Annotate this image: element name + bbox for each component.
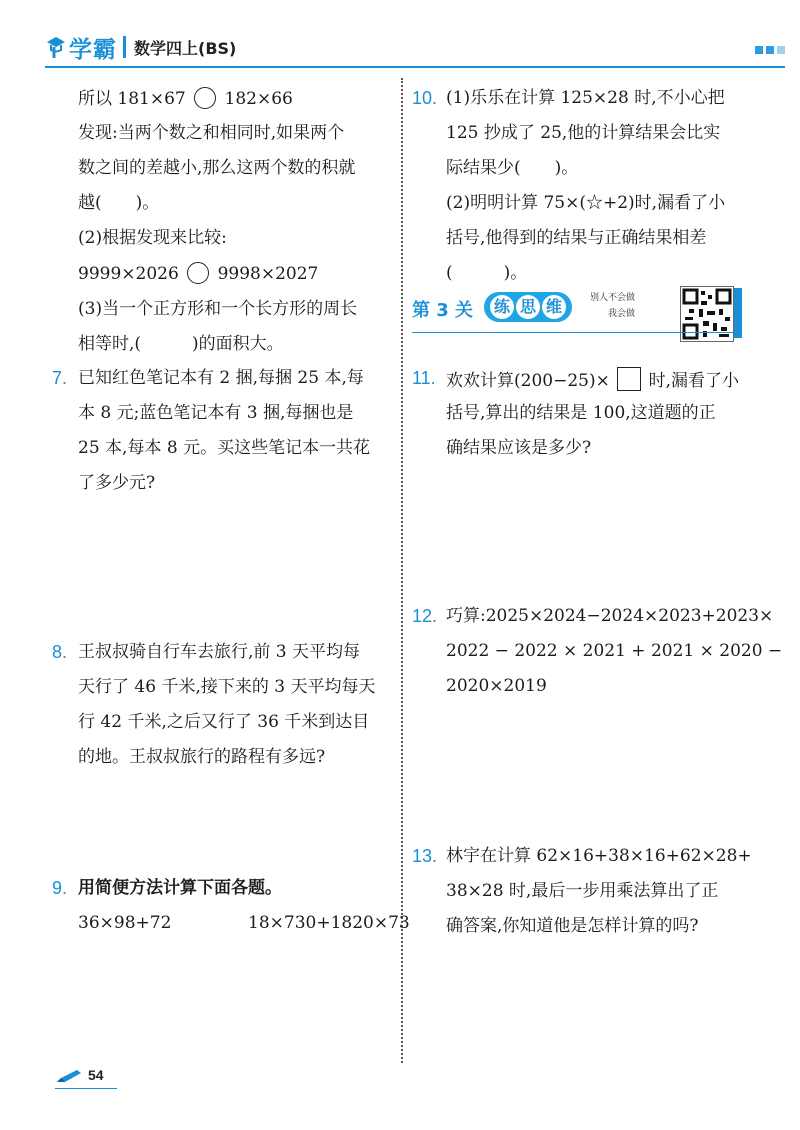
question-12-text: 巧算:2025×2024−2024×2023+2023× <box>446 606 774 626</box>
qr-side-strip <box>734 288 742 338</box>
logo-text: 学霸 <box>69 36 117 63</box>
question-7-text: 25 本,每本 8 元。买这些笔记本一共花 <box>78 438 371 458</box>
question-number-10: 10. <box>412 88 438 108</box>
answer-box[interactable] <box>617 367 641 391</box>
text-line: (3)当一个正方形和一个长方形的周长 <box>78 299 358 319</box>
badge-char: 思 <box>516 295 540 319</box>
question-10-text: 125 抄成了 25,他的计算结果会比实 <box>446 123 721 143</box>
expression-1: 36×98+72 <box>78 913 172 933</box>
question-number-8: 8. <box>52 642 68 662</box>
question-13-text: 38×28 时,最后一步用乘法算出了正 <box>446 881 719 901</box>
expression-right: 9998×2027 <box>217 264 319 284</box>
slogan-2: 我会做 <box>608 309 636 319</box>
question-13-text: 确答案,你知道他是怎样计算的吗? <box>446 916 699 936</box>
question-10-text: (2)明明计算 75×(☆+2)时,漏看了小 <box>446 193 726 213</box>
question-7-text: 已知红色笔记本有 2 捆,每捆 25 本,每 <box>78 368 364 388</box>
page-number: 54 <box>88 1067 104 1083</box>
logo-separator <box>123 36 126 58</box>
answer-blank-line[interactable]: ( )。 <box>446 263 528 283</box>
question-8-text: 天行了 46 千米,接下来的 3 天平均每天 <box>78 677 376 697</box>
question-11-line-1 <box>446 367 739 392</box>
answer-blank-line[interactable]: 际结果少( )。 <box>446 158 579 178</box>
banner-rule <box>412 332 742 333</box>
question-number-13: 13. <box>412 846 438 866</box>
graduation-cap-icon <box>45 34 67 60</box>
question-8-text: 行 42 千米,之后又行了 36 千米到达目 <box>78 712 370 732</box>
comparison-line-1 <box>78 87 293 110</box>
expression-left: 9999×2026 <box>78 264 179 284</box>
question-11-text: 确结果应该是多少? <box>446 438 592 458</box>
slogan-1: 别人不会做 <box>590 293 636 303</box>
question-13-text: 林宇在计算 62×16+38×16+62×28+ <box>446 846 752 866</box>
qr-code-icon[interactable] <box>680 286 734 342</box>
question-number-7: 7. <box>52 368 68 388</box>
question-11-text: 欢欢计算(200−25)× <box>446 371 610 391</box>
book-subject: 数学四上(BS) <box>134 38 237 58</box>
question-number-12: 12. <box>412 606 438 626</box>
text-line: (2)根据发现来比较: <box>78 228 227 248</box>
practice-thinking-badge <box>484 292 572 322</box>
comparison-line-2 <box>78 262 318 285</box>
question-12-text: 2020×2019 <box>446 676 547 696</box>
section-banner <box>412 288 682 328</box>
question-8-text: 王叔叔骑自行车去旅行,前 3 天平均每 <box>78 642 361 662</box>
badge-char: 维 <box>542 295 566 319</box>
question-number-9: 9. <box>52 878 68 898</box>
badge-char: 练 <box>490 295 514 319</box>
question-7-text: 本 8 元;蓝色笔记本有 3 捆,每捆也是 <box>78 403 354 423</box>
page-footer <box>55 1060 145 1100</box>
stage-label: 第 3 关 <box>412 300 474 321</box>
question-10-text: (1)乐乐在计算 125×28 时,不小心把 <box>446 88 725 108</box>
answer-blank-line[interactable]: 越( )。 <box>78 193 160 213</box>
expression-2: 18×730+1820×73 <box>248 913 410 933</box>
expression-right: 182×66 <box>224 89 293 109</box>
logo <box>45 32 236 62</box>
question-number-11: 11. <box>412 368 436 388</box>
header-decoration <box>755 46 785 54</box>
question-12-text: 2022 − 2022 × 2021 + 2021 × 2020 − <box>446 641 783 661</box>
text-line: 数之间的差越小,那么这两个数的积就 <box>78 158 356 178</box>
page-header <box>45 30 785 68</box>
comparison-circle[interactable] <box>187 262 209 284</box>
question-8-text: 的地。王叔叔旅行的路程有多远? <box>78 747 326 767</box>
question-10-text: 括号,他得到的结果与正确结果相差 <box>446 228 707 248</box>
question-11-text: 时,漏看了小 <box>648 371 740 391</box>
answer-blank-line[interactable]: 相等时,( )的面积大。 <box>78 334 284 354</box>
question-9-text: 用简便方法计算下面各题。 <box>78 878 282 898</box>
header-rule <box>45 66 785 68</box>
expression-left: 所以 181×67 <box>78 89 186 109</box>
pencil-icon <box>55 1068 85 1084</box>
comparison-circle[interactable] <box>194 87 216 109</box>
footer-rule <box>55 1088 117 1089</box>
question-11-text: 括号,算出的结果是 100,这道题的正 <box>446 403 716 423</box>
text-line: 发现:当两个数之和相同时,如果两个 <box>78 123 345 143</box>
question-7-text: 了多少元? <box>78 473 156 493</box>
